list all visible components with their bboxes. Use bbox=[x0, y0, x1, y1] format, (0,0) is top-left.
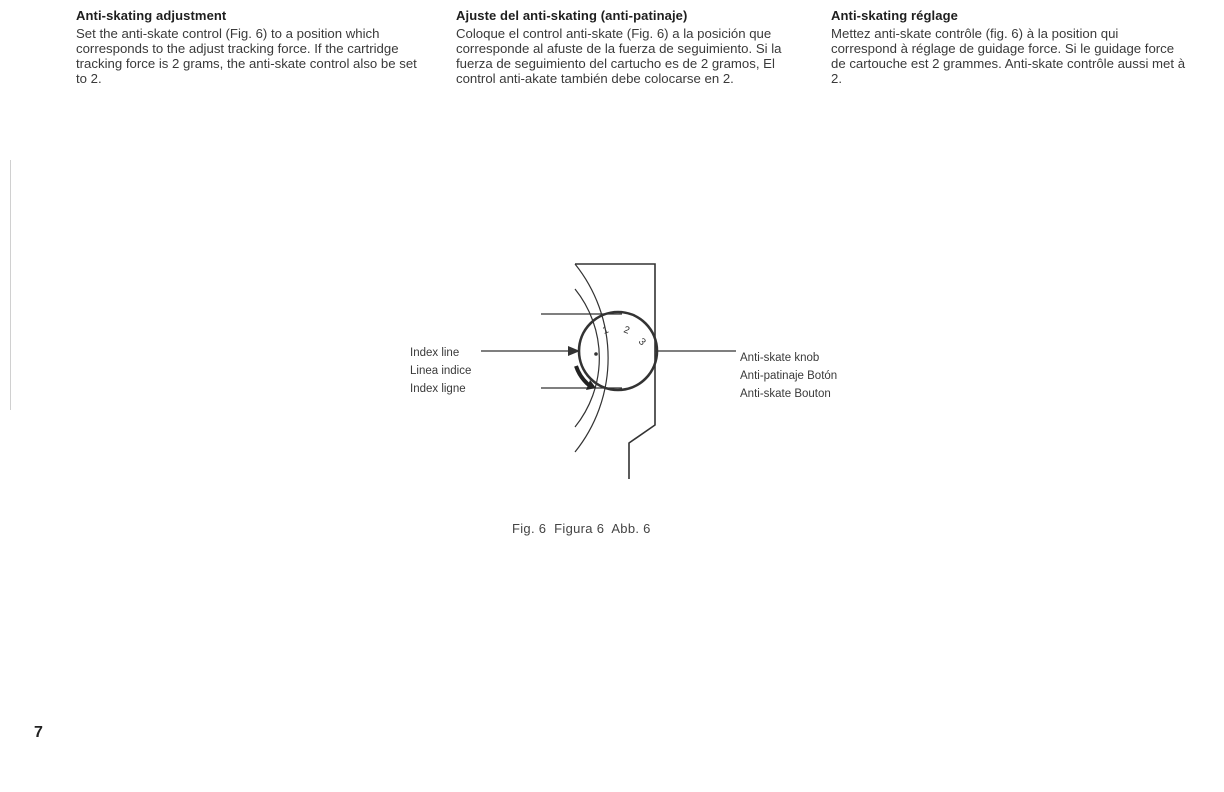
anti-skate-knob-icon bbox=[579, 312, 657, 390]
dial-mark-2: 2 bbox=[621, 324, 631, 337]
left-label-spanish: Linea indice bbox=[410, 365, 472, 377]
spanish-body: Coloque el control anti-skate (Fig. 6) a la posición que corresponde al afuste de la fuerza de seguimiento. Si la fuerza de seguimiento del cartucho es de 2 gramos, El control anti-akate también debe colocarse en 2. bbox=[456, 26, 782, 86]
right-label-spanish: Anti-patinaje Botón bbox=[740, 370, 838, 382]
left-labels bbox=[410, 344, 471, 398]
left-label-french: Index ligne bbox=[410, 383, 466, 395]
dial-mark-1: 1 bbox=[601, 324, 611, 337]
french-body: Mettez anti-skate contrôle (fig. 6) à la position qui correspond à réglage de guidage force. Si le guidage force de cartouche est 2 grammes. Anti-skate contrôle aussi met à 2. bbox=[831, 26, 1186, 86]
english-body: Set the anti-skate control (Fig. 6) to a position which corresponds to the adjust tracking force. If the cartridge tracking force is 2 grams, the anti-skate control also be set to 2. bbox=[76, 26, 417, 86]
right-label-french: Anti-skate Bouton bbox=[740, 388, 831, 400]
dial-mark-3: 3 bbox=[635, 336, 648, 349]
knob-index-dot bbox=[594, 352, 598, 356]
spanish-heading: Ajuste del anti-skating (anti-patinaje) bbox=[456, 8, 688, 23]
french-heading: Anti-skating réglage bbox=[831, 8, 958, 23]
panel-outline bbox=[575, 264, 655, 479]
left-label-english: Index line bbox=[410, 347, 460, 359]
right-label-english: Anti-skate knob bbox=[740, 352, 820, 364]
right-labels bbox=[740, 349, 837, 403]
figure-caption: Fig. 6 Figura 6 Abb. 6 bbox=[512, 521, 651, 536]
english-heading: Anti-skating adjustment bbox=[76, 8, 227, 23]
page-number: 7 bbox=[34, 724, 43, 741]
